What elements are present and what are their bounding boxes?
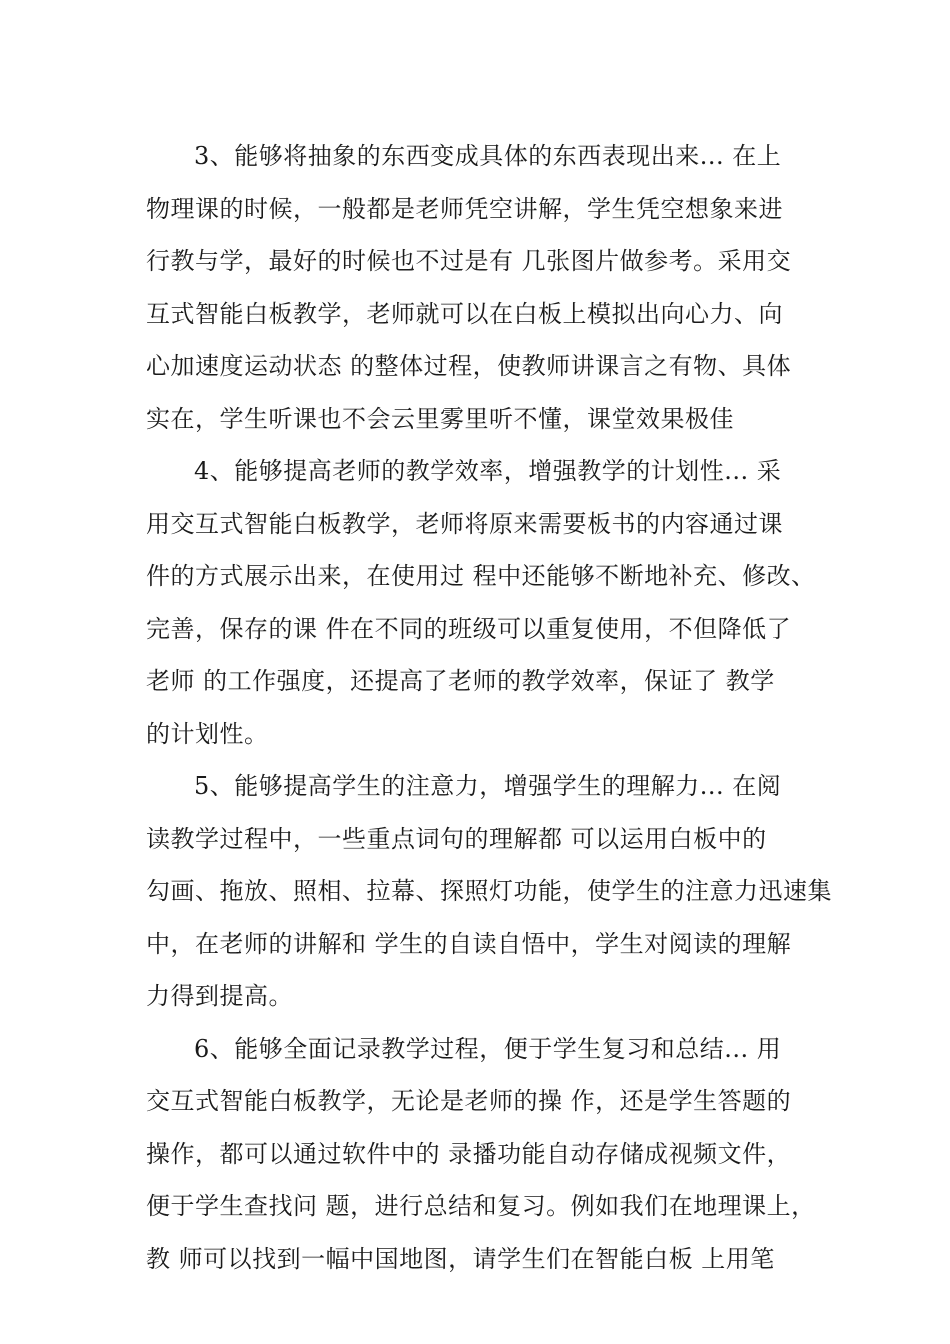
paragraph-line: 5、能够提高学生的注意力，增强学生的理解力... 在阅 [194,772,782,800]
paragraph-line: 物理课的时候，一般都是老师凭空讲解，学生凭空想象来进 [146,194,783,223]
paragraph-line: 互式智能白板教学，老师就可以在白板上模拟出向心力、向 [146,299,783,328]
paragraph-line: 勾画、拖放、照相、拉幕、探照灯功能，使学生的注意力迅速集 [146,877,832,905]
paragraph-line: 用交互式智能白板教学，老师将原来需要板书的内容通过课 [146,509,783,538]
paragraph-5 [146,760,832,1023]
paragraph-line: 操作，都可以通过软件中的 录播功能自动存储成视频文件， [146,1139,792,1168]
paragraph-line: 力得到提高。 [146,982,293,1010]
paragraph-3 [146,130,826,445]
paragraph-line: 4、能够提高老师的教学效率，增强教学的计划性... 采 [194,457,782,485]
paragraph-line: 读教学过程中，一些重点词句的理解都 可以运用白板中的 [146,824,767,853]
paragraph-line: 实在，学生听课也不会云里雾里听不懂，课堂效果极佳 [146,404,734,433]
paragraph-line: 教 师可以找到一幅中国地图，请学生们在智能白板 上用笔 [146,1244,775,1273]
paragraph-line: 心加速度运动状态 的整体过程，使教师讲课言之有物、具体 [146,352,792,380]
paragraph-line: 便于学生查找问 题，进行总结和复习。例如我们在地理课上， [146,1192,816,1220]
paragraph-line: 完善，保存的课 件在不同的班级可以重复使用，不但降低了 [146,614,792,643]
paragraph-4 [146,445,826,760]
paragraph-line: 行教与学，最好的时候也不过是有 几张图片做参考。采用交 [146,247,792,275]
paragraph-line: 件的方式展示出来，在使用过 程中还能够不断地补充、修改、 [146,562,816,590]
paragraph-line: 的计划性。 [146,719,269,748]
paragraph-line: 6、能够全面记录教学过程，便于学生复习和总结... 用 [194,1034,782,1063]
paragraph-line: 中，在老师的讲解和 学生的自读自悟中，学生对阅读的理解 [146,929,792,958]
paragraph-line: 交互式智能白板教学，无论是老师的操 作，还是学生答题的 [146,1087,792,1115]
document-body [146,130,832,1285]
paragraph-line: 老师 的工作强度，还提高了老师的教学效率，保证了 教学 [146,667,775,695]
paragraph-6 [146,1023,826,1286]
paragraph-line: 3、能够将抽象的东西变成具体的东西表现出来... 在上 [194,142,782,170]
